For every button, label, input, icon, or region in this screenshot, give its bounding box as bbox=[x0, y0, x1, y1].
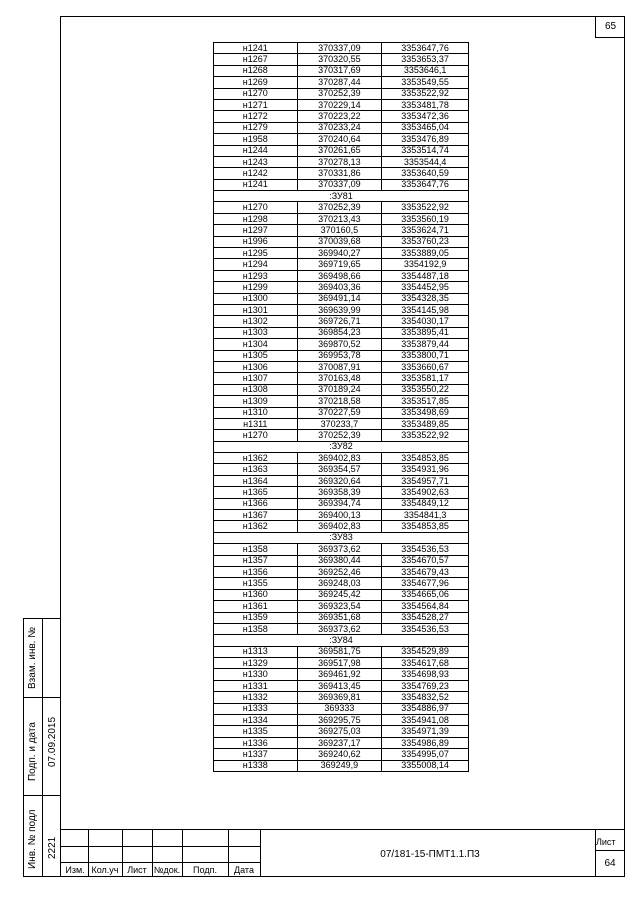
y-coordinate-cell: 3354849,12 bbox=[382, 498, 469, 509]
section-label: :ЗУ84 bbox=[214, 635, 469, 646]
point-id-cell: н1330 bbox=[214, 669, 298, 680]
point-id-cell: н1362 bbox=[214, 453, 298, 464]
table-row bbox=[214, 384, 469, 395]
point-id-cell: н1337 bbox=[214, 749, 298, 760]
table-row bbox=[214, 43, 469, 54]
point-id-cell: н1366 bbox=[214, 498, 298, 509]
header-doc-number: №док. bbox=[153, 865, 181, 875]
table-row bbox=[214, 658, 469, 669]
table-row bbox=[214, 498, 469, 509]
point-id-cell: н1270 bbox=[214, 202, 298, 213]
x-coordinate-cell: 369870,52 bbox=[297, 339, 382, 350]
y-coordinate-cell: 3354902,63 bbox=[382, 487, 469, 498]
table-row bbox=[214, 566, 469, 577]
table-row bbox=[214, 646, 469, 657]
table-row bbox=[214, 623, 469, 634]
x-coordinate-cell: 370337,09 bbox=[297, 43, 382, 54]
y-coordinate-cell: 3353640,59 bbox=[382, 168, 469, 179]
x-coordinate-cell: 369380,44 bbox=[297, 555, 382, 566]
y-coordinate-cell: 3354853,85 bbox=[382, 521, 469, 532]
y-coordinate-cell: 3354995,07 bbox=[382, 749, 469, 760]
point-id-cell: н1293 bbox=[214, 270, 298, 281]
point-id-cell: н1268 bbox=[214, 65, 298, 76]
table-row bbox=[214, 327, 469, 338]
y-coordinate-cell: 3354679,43 bbox=[382, 566, 469, 577]
y-coordinate-cell: 3354670,57 bbox=[382, 555, 469, 566]
point-id-cell: н1332 bbox=[214, 692, 298, 703]
x-coordinate-cell: 369402,83 bbox=[297, 521, 382, 532]
header-data: Дата bbox=[234, 865, 254, 875]
y-coordinate-cell: 3353549,55 bbox=[382, 77, 469, 88]
table-row bbox=[214, 111, 469, 122]
point-id-cell: н1305 bbox=[214, 350, 298, 361]
podp-data-label: Подп. и дата bbox=[27, 722, 38, 781]
table-row bbox=[214, 202, 469, 213]
point-id-cell: н1310 bbox=[214, 407, 298, 418]
x-coordinate-cell: 370087,91 bbox=[297, 361, 382, 372]
y-coordinate-cell: 3354192,9 bbox=[382, 259, 469, 270]
side-stamp-divider bbox=[24, 795, 60, 796]
y-coordinate-cell: 3354487,18 bbox=[382, 270, 469, 281]
table-row bbox=[214, 692, 469, 703]
x-coordinate-cell: 370233,7 bbox=[297, 418, 382, 429]
point-id-cell: н1244 bbox=[214, 145, 298, 156]
point-id-cell: н1279 bbox=[214, 122, 298, 133]
y-coordinate-cell: 3353760,23 bbox=[382, 236, 469, 247]
x-coordinate-cell: 370218,58 bbox=[297, 396, 382, 407]
y-coordinate-cell: 3355008,14 bbox=[382, 760, 469, 771]
table-row bbox=[214, 134, 469, 145]
x-coordinate-cell: 369854,23 bbox=[297, 327, 382, 338]
point-id-cell: н1357 bbox=[214, 555, 298, 566]
y-coordinate-cell: 3354971,39 bbox=[382, 726, 469, 737]
x-coordinate-cell: 370227,59 bbox=[297, 407, 382, 418]
point-id-cell: н1298 bbox=[214, 213, 298, 224]
title-block-row-line bbox=[60, 862, 260, 863]
table-row bbox=[214, 760, 469, 771]
table-row bbox=[214, 475, 469, 486]
y-coordinate-cell: 3353647,76 bbox=[382, 43, 469, 54]
table-row bbox=[214, 248, 469, 259]
y-coordinate-cell: 3353624,71 bbox=[382, 225, 469, 236]
document-code: 07/181-15-ПМТ1.1.П3 bbox=[380, 849, 480, 860]
point-id-cell: н1241 bbox=[214, 179, 298, 190]
x-coordinate-cell: 369491,14 bbox=[297, 293, 382, 304]
table-row bbox=[214, 339, 469, 350]
point-id-cell: н1304 bbox=[214, 339, 298, 350]
x-coordinate-cell: 370337,09 bbox=[297, 179, 382, 190]
table-row bbox=[214, 669, 469, 680]
x-coordinate-cell: 370233,24 bbox=[297, 122, 382, 133]
point-id-cell: н1302 bbox=[214, 316, 298, 327]
y-coordinate-cell: 3354145,98 bbox=[382, 304, 469, 315]
point-id-cell: н1309 bbox=[214, 396, 298, 407]
point-id-cell: н1299 bbox=[214, 282, 298, 293]
x-coordinate-cell: 370223,22 bbox=[297, 111, 382, 122]
x-coordinate-cell: 369351,68 bbox=[297, 612, 382, 623]
point-id-cell: н1307 bbox=[214, 373, 298, 384]
x-coordinate-cell: 369249,9 bbox=[297, 760, 382, 771]
point-id-cell: н1306 bbox=[214, 361, 298, 372]
x-coordinate-cell: 370252,39 bbox=[297, 202, 382, 213]
y-coordinate-cell: 3354030,17 bbox=[382, 316, 469, 327]
table-row bbox=[214, 715, 469, 726]
x-coordinate-cell: 369295,75 bbox=[297, 715, 382, 726]
x-coordinate-cell: 370240,64 bbox=[297, 134, 382, 145]
table-row bbox=[214, 578, 469, 589]
point-id-cell: н1311 bbox=[214, 418, 298, 429]
x-coordinate-cell: 369323,54 bbox=[297, 601, 382, 612]
x-coordinate-cell: 370320,55 bbox=[297, 54, 382, 65]
point-id-cell: н1295 bbox=[214, 248, 298, 259]
table-row bbox=[214, 88, 469, 99]
point-id-cell: н1301 bbox=[214, 304, 298, 315]
y-coordinate-cell: 3353889,05 bbox=[382, 248, 469, 259]
table-row bbox=[214, 316, 469, 327]
y-coordinate-cell: 3353647,76 bbox=[382, 179, 469, 190]
point-id-cell: н1331 bbox=[214, 680, 298, 691]
x-coordinate-cell: 369275,03 bbox=[297, 726, 382, 737]
side-stamp-divider bbox=[24, 697, 60, 698]
y-coordinate-cell: 3354452,95 bbox=[382, 282, 469, 293]
x-coordinate-cell: 370189,24 bbox=[297, 384, 382, 395]
y-coordinate-cell: 3354941,08 bbox=[382, 715, 469, 726]
x-coordinate-cell: 369369,81 bbox=[297, 692, 382, 703]
y-coordinate-cell: 3354698,93 bbox=[382, 669, 469, 680]
table-row bbox=[214, 77, 469, 88]
table-row bbox=[214, 156, 469, 167]
y-coordinate-cell: 3353581,17 bbox=[382, 373, 469, 384]
point-id-cell: н1270 bbox=[214, 88, 298, 99]
table-row bbox=[214, 145, 469, 156]
inv-number: 2221 bbox=[47, 836, 58, 859]
point-id-cell: н1361 bbox=[214, 601, 298, 612]
x-coordinate-cell: 370287,44 bbox=[297, 77, 382, 88]
point-id-cell: н1270 bbox=[214, 430, 298, 441]
table-row bbox=[214, 407, 469, 418]
point-id-cell: н1334 bbox=[214, 715, 298, 726]
point-id-cell: н1338 bbox=[214, 760, 298, 771]
x-coordinate-cell: 370261,65 bbox=[297, 145, 382, 156]
y-coordinate-cell: 3353522,92 bbox=[382, 88, 469, 99]
y-coordinate-cell: 3353660,67 bbox=[382, 361, 469, 372]
x-coordinate-cell: 370278,13 bbox=[297, 156, 382, 167]
x-coordinate-cell: 369498,66 bbox=[297, 270, 382, 281]
point-id-cell: н1360 bbox=[214, 589, 298, 600]
table-row bbox=[214, 213, 469, 224]
y-coordinate-cell: 3354986,89 bbox=[382, 737, 469, 748]
point-id-cell: н1243 bbox=[214, 156, 298, 167]
table-row bbox=[214, 487, 469, 498]
title-block-col-line bbox=[260, 830, 261, 877]
point-id-cell: н1363 bbox=[214, 464, 298, 475]
header-podp: Подп. bbox=[193, 865, 217, 875]
x-coordinate-cell: 369248,03 bbox=[297, 578, 382, 589]
point-id-cell: н1242 bbox=[214, 168, 298, 179]
sign-date: 07.09.2015 bbox=[47, 716, 58, 767]
point-id-cell: н1329 bbox=[214, 658, 298, 669]
point-id-cell: н1271 bbox=[214, 99, 298, 110]
table-row bbox=[214, 361, 469, 372]
title-block-row-line bbox=[60, 846, 260, 847]
point-id-cell: н1269 bbox=[214, 77, 298, 88]
table-row bbox=[214, 430, 469, 441]
coordinates-table bbox=[213, 42, 469, 772]
x-coordinate-cell: 369953,78 bbox=[297, 350, 382, 361]
x-coordinate-cell: 369237,17 bbox=[297, 737, 382, 748]
x-coordinate-cell: 369358,39 bbox=[297, 487, 382, 498]
y-coordinate-cell: 3353544,4 bbox=[382, 156, 469, 167]
table-row bbox=[214, 236, 469, 247]
point-id-cell: н1267 bbox=[214, 54, 298, 65]
x-coordinate-cell: 370252,39 bbox=[297, 430, 382, 441]
sheet-label: Лист bbox=[596, 837, 616, 847]
table-row bbox=[214, 99, 469, 110]
x-coordinate-cell: 369373,62 bbox=[297, 623, 382, 634]
table-row bbox=[214, 612, 469, 623]
point-id-cell: н1313 bbox=[214, 646, 298, 657]
y-coordinate-cell: 3353560,19 bbox=[382, 213, 469, 224]
y-coordinate-cell: 3354677,96 bbox=[382, 578, 469, 589]
x-coordinate-cell: 369413,45 bbox=[297, 680, 382, 691]
x-coordinate-cell: 369240,62 bbox=[297, 749, 382, 760]
table-row bbox=[214, 521, 469, 532]
y-coordinate-cell: 3353653,37 bbox=[382, 54, 469, 65]
table-row bbox=[214, 179, 469, 190]
point-id-cell: н1303 bbox=[214, 327, 298, 338]
point-id-cell: н1333 bbox=[214, 703, 298, 714]
y-coordinate-cell: 3354832,52 bbox=[382, 692, 469, 703]
side-stamp bbox=[23, 618, 61, 877]
table-row bbox=[214, 589, 469, 600]
point-id-cell: н1996 bbox=[214, 236, 298, 247]
x-coordinate-cell: 370163,48 bbox=[297, 373, 382, 384]
table-row bbox=[214, 749, 469, 760]
point-id-cell: н1335 bbox=[214, 726, 298, 737]
table-row bbox=[214, 270, 469, 281]
point-id-cell: н1300 bbox=[214, 293, 298, 304]
header-kol-uch: Кол.уч bbox=[91, 865, 119, 875]
point-id-cell: н1336 bbox=[214, 737, 298, 748]
section-row bbox=[214, 635, 469, 646]
sheet-number: 64 bbox=[604, 858, 616, 869]
y-coordinate-cell: 3353489,85 bbox=[382, 418, 469, 429]
point-id-cell: н1272 bbox=[214, 111, 298, 122]
section-row bbox=[214, 191, 469, 202]
x-coordinate-cell: 369517,98 bbox=[297, 658, 382, 669]
table-row bbox=[214, 54, 469, 65]
point-id-cell: н1958 bbox=[214, 134, 298, 145]
y-coordinate-cell: 3353522,92 bbox=[382, 430, 469, 441]
y-coordinate-cell: 3353800,71 bbox=[382, 350, 469, 361]
point-id-cell: н1359 bbox=[214, 612, 298, 623]
title-block-sheet-line bbox=[595, 850, 625, 851]
y-coordinate-cell: 3353481,78 bbox=[382, 99, 469, 110]
section-label: :ЗУ83 bbox=[214, 532, 469, 543]
y-coordinate-cell: 3354957,71 bbox=[382, 475, 469, 486]
table-row bbox=[214, 259, 469, 270]
y-coordinate-cell: 3354931,96 bbox=[382, 464, 469, 475]
point-id-cell: н1297 bbox=[214, 225, 298, 236]
x-coordinate-cell: 370317,69 bbox=[297, 65, 382, 76]
section-label: :ЗУ82 bbox=[214, 441, 469, 452]
point-id-cell: н1367 bbox=[214, 510, 298, 521]
point-id-cell: н1294 bbox=[214, 259, 298, 270]
x-coordinate-cell: 370160,5 bbox=[297, 225, 382, 236]
y-coordinate-cell: 3353517,85 bbox=[382, 396, 469, 407]
table-row bbox=[214, 293, 469, 304]
x-coordinate-cell: 369245,42 bbox=[297, 589, 382, 600]
x-coordinate-cell: 369400,13 bbox=[297, 510, 382, 521]
y-coordinate-cell: 3354529,89 bbox=[382, 646, 469, 657]
y-coordinate-cell: 3354841,3 bbox=[382, 510, 469, 521]
point-id-cell: н1364 bbox=[214, 475, 298, 486]
x-coordinate-cell: 369719,65 bbox=[297, 259, 382, 270]
x-coordinate-cell: 369403,36 bbox=[297, 282, 382, 293]
y-coordinate-cell: 3353879,44 bbox=[382, 339, 469, 350]
table-row bbox=[214, 510, 469, 521]
table-row bbox=[214, 304, 469, 315]
table-row bbox=[214, 122, 469, 133]
x-coordinate-cell: 369581,75 bbox=[297, 646, 382, 657]
table-row bbox=[214, 350, 469, 361]
point-id-cell: н1358 bbox=[214, 623, 298, 634]
table-row bbox=[214, 65, 469, 76]
y-coordinate-cell: 3353514,74 bbox=[382, 145, 469, 156]
y-coordinate-cell: 3353895,41 bbox=[382, 327, 469, 338]
x-coordinate-cell: 369252,46 bbox=[297, 566, 382, 577]
table-row bbox=[214, 453, 469, 464]
y-coordinate-cell: 3354617,68 bbox=[382, 658, 469, 669]
x-coordinate-cell: 369394,74 bbox=[297, 498, 382, 509]
y-coordinate-cell: 3353465,04 bbox=[382, 122, 469, 133]
point-id-cell: н1355 bbox=[214, 578, 298, 589]
header-list: Лист bbox=[127, 865, 147, 875]
x-coordinate-cell: 369726,71 bbox=[297, 316, 382, 327]
header-izm: Изм. bbox=[65, 865, 85, 875]
point-id-cell: н1362 bbox=[214, 521, 298, 532]
x-coordinate-cell: 369461,92 bbox=[297, 669, 382, 680]
y-coordinate-cell: 3353646,1 bbox=[382, 65, 469, 76]
x-coordinate-cell: 369940,27 bbox=[297, 248, 382, 259]
y-coordinate-cell: 3354328,35 bbox=[382, 293, 469, 304]
table-row bbox=[214, 703, 469, 714]
table-row bbox=[214, 168, 469, 179]
inv-podl-label: Инв. № подл bbox=[27, 809, 38, 869]
x-coordinate-cell: 369402,83 bbox=[297, 453, 382, 464]
y-coordinate-cell: 3353476,89 bbox=[382, 134, 469, 145]
y-coordinate-cell: 3353472,36 bbox=[382, 111, 469, 122]
y-coordinate-cell: 3354665,06 bbox=[382, 589, 469, 600]
table-row bbox=[214, 418, 469, 429]
table-row bbox=[214, 601, 469, 612]
y-coordinate-cell: 3354536,53 bbox=[382, 623, 469, 634]
point-id-cell: н1308 bbox=[214, 384, 298, 395]
y-coordinate-cell: 3354564,84 bbox=[382, 601, 469, 612]
y-coordinate-cell: 3353550,22 bbox=[382, 384, 469, 395]
x-coordinate-cell: 370252,39 bbox=[297, 88, 382, 99]
point-id-cell: н1241 bbox=[214, 43, 298, 54]
y-coordinate-cell: 3354886,97 bbox=[382, 703, 469, 714]
point-id-cell: н1365 bbox=[214, 487, 298, 498]
x-coordinate-cell: 370331,86 bbox=[297, 168, 382, 179]
x-coordinate-cell: 369639,99 bbox=[297, 304, 382, 315]
page-number: 65 bbox=[595, 16, 625, 38]
table-row bbox=[214, 464, 469, 475]
table-row bbox=[214, 225, 469, 236]
x-coordinate-cell: 369333 bbox=[297, 703, 382, 714]
x-coordinate-cell: 369354,57 bbox=[297, 464, 382, 475]
table-row bbox=[214, 396, 469, 407]
y-coordinate-cell: 3353522,92 bbox=[382, 202, 469, 213]
y-coordinate-cell: 3354528,27 bbox=[382, 612, 469, 623]
section-row bbox=[214, 441, 469, 452]
y-coordinate-cell: 3354769,23 bbox=[382, 680, 469, 691]
section-label: :ЗУ81 bbox=[214, 191, 469, 202]
point-id-cell: н1358 bbox=[214, 544, 298, 555]
y-coordinate-cell: 3354853,85 bbox=[382, 453, 469, 464]
vzam-inv-label: Взам. инв. № bbox=[27, 627, 38, 689]
y-coordinate-cell: 3353498,69 bbox=[382, 407, 469, 418]
x-coordinate-cell: 370213,43 bbox=[297, 213, 382, 224]
x-coordinate-cell: 370229,14 bbox=[297, 99, 382, 110]
section-row bbox=[214, 532, 469, 543]
x-coordinate-cell: 369320,64 bbox=[297, 475, 382, 486]
table-row bbox=[214, 282, 469, 293]
table-row bbox=[214, 373, 469, 384]
table-row bbox=[214, 680, 469, 691]
table-row bbox=[214, 555, 469, 566]
table-row bbox=[214, 737, 469, 748]
table-row bbox=[214, 726, 469, 737]
x-coordinate-cell: 369373,62 bbox=[297, 544, 382, 555]
title-block-col-line bbox=[60, 830, 61, 877]
x-coordinate-cell: 370039,68 bbox=[297, 236, 382, 247]
y-coordinate-cell: 3354536,53 bbox=[382, 544, 469, 555]
table-row bbox=[214, 544, 469, 555]
point-id-cell: н1356 bbox=[214, 566, 298, 577]
